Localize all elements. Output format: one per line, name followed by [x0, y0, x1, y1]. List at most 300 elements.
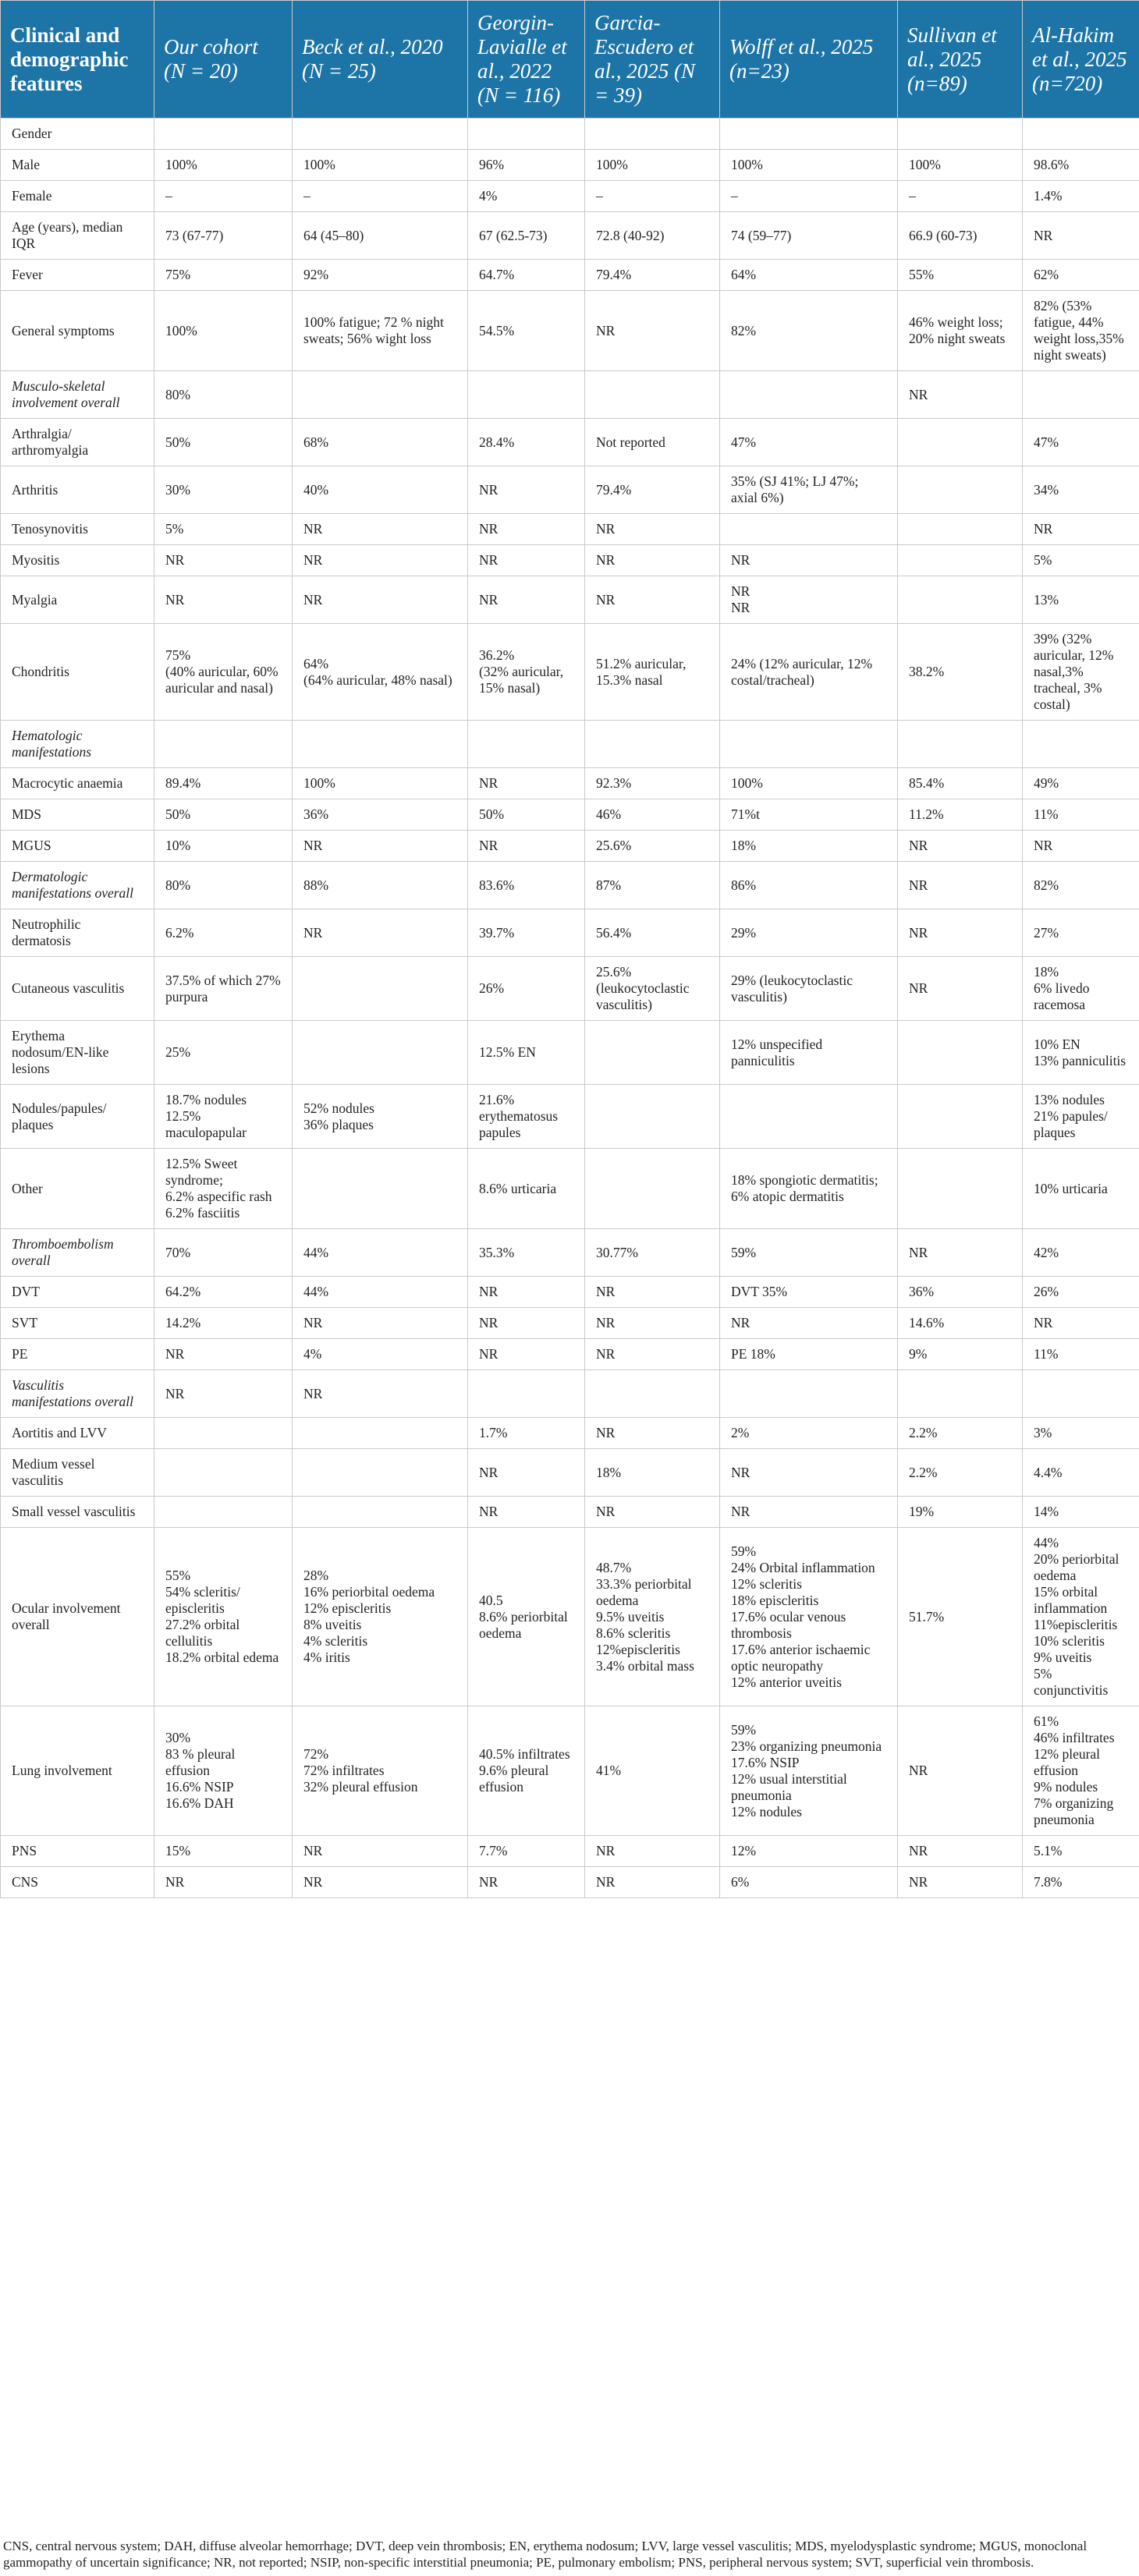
table-cell: NR — [898, 1229, 1023, 1277]
row-label: Vasculitis manifestations overall — [1, 1370, 154, 1418]
table-cell — [720, 1085, 898, 1149]
table-cell: – — [585, 181, 720, 212]
table-cell — [1023, 119, 1139, 150]
table-cell: NR — [720, 545, 898, 576]
row-label: PE — [1, 1339, 154, 1370]
table-cell — [585, 721, 720, 768]
table-row — [1, 1339, 1139, 1370]
table-cell: 59% 24% Orbital inflammation 12% scleritis 18% episcleritis 17.6% ocular venous thrombosis 17.6% anterior ischaemic optic neuropathy 12% anterior uveitis — [720, 1528, 898, 1706]
header-beck-2020: Beck et al., 2020 (N = 25) — [293, 1, 468, 119]
row-label: Dermatologic manifestations overall — [1, 862, 154, 909]
table-cell: 71%t — [720, 799, 898, 831]
table-cell: 25.6% — [585, 831, 720, 862]
table-cell: – — [154, 181, 293, 212]
table-row — [1, 1085, 1139, 1149]
table-cell: NR — [585, 1497, 720, 1528]
table-cell: 100% — [293, 768, 468, 799]
table-cell: NR — [293, 831, 468, 862]
header-al-hakim-2025: Al-Hakim et al., 2025 (n=720) — [1023, 1, 1139, 119]
table-cell: 40% — [293, 466, 468, 514]
table-cell: NR — [585, 291, 720, 371]
table-row — [1, 1418, 1139, 1449]
row-label: Gender — [1, 119, 154, 150]
row-label: Myositis — [1, 545, 154, 576]
table-cell: 49% — [1023, 768, 1139, 799]
table-cell: 9% — [898, 1339, 1023, 1370]
row-label: SVT — [1, 1308, 154, 1339]
table-cell: 4% — [293, 1339, 468, 1370]
table-cell: 82% — [1023, 862, 1139, 909]
table-cell: NR — [293, 1867, 468, 1898]
table-cell: 83.6% — [468, 862, 585, 909]
table-cell: NR — [720, 1308, 898, 1339]
table-cell: NR — [585, 1339, 720, 1370]
table-cell: 29% — [720, 909, 898, 957]
table-cell: NR — [468, 1277, 585, 1308]
table-cell: NR — [720, 1449, 898, 1497]
table-cell: 26% — [468, 957, 585, 1021]
table-row — [1, 371, 1139, 419]
table-cell: NR — [898, 371, 1023, 419]
row-label: MDS — [1, 799, 154, 831]
table-cell: 24% (12% auricular, 12% costal/tracheal) — [720, 624, 898, 721]
table-cell: 98.6% — [1023, 150, 1139, 181]
table-cell — [898, 1149, 1023, 1229]
table-header — [1, 1, 1139, 119]
table-row — [1, 466, 1139, 514]
table-cell: 44% 20% periorbital oedema 15% orbital inflammation 11%episcleritis 10% scleritis 9% uveitis 5% conjunctivitis — [1023, 1528, 1139, 1706]
table-cell: 10% — [154, 831, 293, 862]
table-cell: NR — [293, 1836, 468, 1867]
table-cell: – — [720, 181, 898, 212]
table-cell: 86% — [720, 862, 898, 909]
table-cell: 40.5% infiltrates 9.6% pleural effusion — [468, 1706, 585, 1836]
table-cell: 21.6% erythematosus papules — [468, 1085, 585, 1149]
table-cell: 40.5 8.6% periorbital oedema — [468, 1528, 585, 1706]
table-row — [1, 1497, 1139, 1528]
table-cell: 67 (62.5-73) — [468, 212, 585, 260]
table-row — [1, 862, 1139, 909]
table-cell — [293, 1497, 468, 1528]
row-label: Thromboembolism overall — [1, 1229, 154, 1277]
table-cell — [898, 1370, 1023, 1418]
table-cell: NR — [293, 576, 468, 624]
table-cell — [898, 419, 1023, 466]
table-row — [1, 576, 1139, 624]
table-cell: 85.4% — [898, 768, 1023, 799]
table-cell: NR — [585, 1867, 720, 1898]
table-cell: 51.2% auricular, 15.3% nasal — [585, 624, 720, 721]
table-cell: 30% — [154, 466, 293, 514]
table-row — [1, 831, 1139, 862]
table-cell — [720, 721, 898, 768]
table-row — [1, 119, 1139, 150]
table-cell: NR — [898, 831, 1023, 862]
table-row — [1, 1308, 1139, 1339]
table-row — [1, 721, 1139, 768]
table-cell: NR — [293, 1308, 468, 1339]
table-cell: 28% 16% periorbital oedema 12% episcleritis 8% uveitis 4% scleritis 4% iritis — [293, 1528, 468, 1706]
table-cell: 92% — [293, 260, 468, 291]
table-row — [1, 1370, 1139, 1418]
table-cell: 89.4% — [154, 768, 293, 799]
row-label: Female — [1, 181, 154, 212]
row-label: Neutrophilic dermatosis — [1, 909, 154, 957]
table-cell: 75% — [154, 260, 293, 291]
table-cell: 75% (40% auricular, 60% auricular and nasal) — [154, 624, 293, 721]
table-cell — [898, 514, 1023, 545]
table-cell: 64.2% — [154, 1277, 293, 1308]
table-row — [1, 150, 1139, 181]
table-cell: 18% 6% livedo racemosa — [1023, 957, 1139, 1021]
table-cell — [293, 957, 468, 1021]
table-cell — [293, 371, 468, 419]
table-cell: NR — [585, 545, 720, 576]
row-label: MGUS — [1, 831, 154, 862]
table-cell: 44% — [293, 1229, 468, 1277]
row-label: Macrocytic anaemia — [1, 768, 154, 799]
table-cell: 11.2% — [898, 799, 1023, 831]
row-label: CNS — [1, 1867, 154, 1898]
table-cell: 29% (leukocytoclastic vasculitis) — [720, 957, 898, 1021]
table-cell: NR — [585, 576, 720, 624]
table-cell — [720, 514, 898, 545]
table-cell: 82% (53% fatigue, 44% weight loss,35% night sweats) — [1023, 291, 1139, 371]
table-cell: 30% 83 % pleural effusion 16.6% NSIP 16.6% DAH — [154, 1706, 293, 1836]
row-label: Hematologic manifestations — [1, 721, 154, 768]
table-row — [1, 1836, 1139, 1867]
table-cell: 30.77% — [585, 1229, 720, 1277]
table-cell: NR — [468, 1867, 585, 1898]
table-cell: NR — [468, 576, 585, 624]
table-cell: 100% — [898, 150, 1023, 181]
table-cell: 100% — [585, 150, 720, 181]
header-our-cohort: Our cohort (N = 20) — [154, 1, 293, 119]
table-cell — [1023, 371, 1139, 419]
table-cell — [468, 1370, 585, 1418]
table-cell: 25.6% (leukocytoclastic vasculitis) — [585, 957, 720, 1021]
table-cell: 64% (64% auricular, 48% nasal) — [293, 624, 468, 721]
table-cell — [898, 545, 1023, 576]
table-cell: NR NR — [720, 576, 898, 624]
table-cell — [898, 576, 1023, 624]
table-row — [1, 909, 1139, 957]
table-cell: 3% — [1023, 1418, 1139, 1449]
table-cell — [293, 1449, 468, 1497]
table-cell: 19% — [898, 1497, 1023, 1528]
table-cell: NR — [293, 545, 468, 576]
table-cell: 36% — [898, 1277, 1023, 1308]
table-cell — [898, 721, 1023, 768]
table-cell: NR — [585, 1277, 720, 1308]
table-cell: 38.2% — [898, 624, 1023, 721]
table-row — [1, 212, 1139, 260]
table-row — [1, 1528, 1139, 1706]
table-cell: 14.6% — [898, 1308, 1023, 1339]
table-cell: NR — [1023, 514, 1139, 545]
table-cell: 13% — [1023, 576, 1139, 624]
table-cell: 12.5% Sweet syndrome; 6.2% aspecific rash 6.2% fasciitis — [154, 1149, 293, 1229]
table-cell: 5% — [154, 514, 293, 545]
table-cell: 50% — [154, 799, 293, 831]
table-cell: 18% — [720, 831, 898, 862]
table-cell: NR — [898, 957, 1023, 1021]
table-cell — [293, 721, 468, 768]
table-cell — [585, 119, 720, 150]
table-cell — [468, 721, 585, 768]
table-cell: 14.2% — [154, 1308, 293, 1339]
table-cell: 79.4% — [585, 260, 720, 291]
table-cell: 5.1% — [1023, 1836, 1139, 1867]
table-row — [1, 260, 1139, 291]
table-cell — [585, 1085, 720, 1149]
table-row — [1, 545, 1139, 576]
header-garcia-escudero-2025: Garcia-Escudero et al., 2025 (N = 39) — [585, 1, 720, 119]
table-row — [1, 419, 1139, 466]
table-cell: 13% nodules 21% papules/ plaques — [1023, 1085, 1139, 1149]
header-wolff-2025: Wolff et al., 2025 (n=23) — [720, 1, 898, 119]
table-cell: 41% — [585, 1706, 720, 1836]
table-cell: 2% — [720, 1418, 898, 1449]
table-cell: NR — [293, 514, 468, 545]
row-label: General symptoms — [1, 291, 154, 371]
header-sullivan-2025: Sullivan et al., 2025 (n=89) — [898, 1, 1023, 119]
table-cell: 42% — [1023, 1229, 1139, 1277]
table-cell: 39% (32% auricular, 12% nasal,3% tracheal, 3% costal) — [1023, 624, 1139, 721]
table-cell: 34% — [1023, 466, 1139, 514]
table-cell — [1023, 1370, 1139, 1418]
table-cell — [898, 1021, 1023, 1085]
table-row — [1, 1449, 1139, 1497]
table-row — [1, 1149, 1139, 1229]
table-cell: NR — [154, 576, 293, 624]
table-cell: 80% — [154, 862, 293, 909]
table-cell: 64 (45–80) — [293, 212, 468, 260]
table-cell: NR — [468, 1497, 585, 1528]
table-cell: 50% — [468, 799, 585, 831]
table-row — [1, 1867, 1139, 1898]
table-cell: 100% — [293, 150, 468, 181]
table-cell: 1.4% — [1023, 181, 1139, 212]
table-row — [1, 1706, 1139, 1836]
table-cell: 10% urticaria — [1023, 1149, 1139, 1229]
table-cell: 7.7% — [468, 1836, 585, 1867]
row-label: Nodules/papules/ plaques — [1, 1085, 154, 1149]
row-label: Small vessel vasculitis — [1, 1497, 154, 1528]
table-cell: 68% — [293, 419, 468, 466]
table-cell: NR — [468, 1308, 585, 1339]
table-cell: 2.2% — [898, 1449, 1023, 1497]
table-cell: 55% — [898, 260, 1023, 291]
table-cell: NR — [154, 1370, 293, 1418]
table-cell: NR — [468, 1449, 585, 1497]
table-cell: 66.9 (60-73) — [898, 212, 1023, 260]
table-cell: NR — [898, 1867, 1023, 1898]
table-cell: 6% — [720, 1867, 898, 1898]
table-cell — [154, 1497, 293, 1528]
table-cell: 46% weight loss; 20% night sweats — [898, 291, 1023, 371]
table-cell: 7.8% — [1023, 1867, 1139, 1898]
table-cell: NR — [154, 1339, 293, 1370]
table-cell: NR — [585, 1836, 720, 1867]
table-cell: NR — [585, 1418, 720, 1449]
table-cell — [720, 371, 898, 419]
table-cell: 55% 54% scleritis/ episcleritis 27.2% orbital cellulitis 18.2% orbital edema — [154, 1528, 293, 1706]
table-cell: NR — [154, 545, 293, 576]
table-cell: – — [293, 181, 468, 212]
row-label: Male — [1, 150, 154, 181]
table-cell — [585, 371, 720, 419]
table-row — [1, 291, 1139, 371]
table-cell: 79.4% — [585, 466, 720, 514]
table-cell: DVT 35% — [720, 1277, 898, 1308]
table-cell: 100% fatigue; 72 % night sweats; 56% wight loss — [293, 291, 468, 371]
table-cell: 18.7% nodules 12.5% maculopapular — [154, 1085, 293, 1149]
table-cell — [898, 466, 1023, 514]
row-label: Lung involvement — [1, 1706, 154, 1836]
table-cell: 2.2% — [898, 1418, 1023, 1449]
table-cell: 54.5% — [468, 291, 585, 371]
table-cell — [154, 1418, 293, 1449]
table-cell: NR — [720, 1497, 898, 1528]
table-cell: PE 18% — [720, 1339, 898, 1370]
table-cell: NR — [1023, 212, 1139, 260]
table-cell — [154, 721, 293, 768]
table-cell: 18% spongiotic dermatitis; 6% atopic dermatitis — [720, 1149, 898, 1229]
table-footnote: CNS, central nervous system; DAH, diffuse alveolar hemorrhage; DVT, deep vein thrombosis; EN, erythema nodosum; LVV, large vessel vasculitis; MDS, myelodysplastic syndrome; MGUS, monoclonal gammopathy of uncertain significance; NR, not reported; NSIP, non-specific interstitial pneumonia; PE, pulmonary embolism; PNS, peripheral nervous system; SVT, superficial vein thrombosis. — [3, 2539, 1088, 2570]
table-cell: 72% 72% infiltrates 32% pleural effusion — [293, 1706, 468, 1836]
table-cell — [154, 1449, 293, 1497]
table-row — [1, 514, 1139, 545]
table-cell: 59% 23% organizing pneumonia 17.6% NSIP 12% usual interstitial pneumonia 12% nodules — [720, 1706, 898, 1836]
row-label: Tenosynovitis — [1, 514, 154, 545]
row-label: Cutaneous vasculitis — [1, 957, 154, 1021]
table-cell: NR — [154, 1867, 293, 1898]
table-cell: – — [898, 181, 1023, 212]
table-cell: 70% — [154, 1229, 293, 1277]
table-cell: NR — [293, 1370, 468, 1418]
table-cell: 51.7% — [898, 1528, 1023, 1706]
table-cell: NR — [585, 514, 720, 545]
table-cell: NR — [468, 514, 585, 545]
row-label: Age (years), median IQR — [1, 212, 154, 260]
row-label: Musculo-skeletal involvement overall — [1, 371, 154, 419]
table-cell: NR — [293, 909, 468, 957]
table-cell: 4.4% — [1023, 1449, 1139, 1497]
table-cell: 72.8 (40-92) — [585, 212, 720, 260]
table-body — [1, 119, 1139, 1898]
table-cell: 12.5% EN — [468, 1021, 585, 1085]
table-cell: 50% — [154, 419, 293, 466]
row-label: Myalgia — [1, 576, 154, 624]
table-cell: 4% — [468, 181, 585, 212]
table-cell: 12% — [720, 1836, 898, 1867]
table-cell: 28.4% — [468, 419, 585, 466]
table-cell: NR — [898, 1836, 1023, 1867]
table-cell: 15% — [154, 1836, 293, 1867]
table-cell: 46% — [585, 799, 720, 831]
table-cell — [468, 371, 585, 419]
table-cell — [293, 1021, 468, 1085]
table-cell: 35% (SJ 41%; LJ 47%; axial 6%) — [720, 466, 898, 514]
table-cell — [293, 1418, 468, 1449]
row-label: Ocular involvement overall — [1, 1528, 154, 1706]
row-label: Erythema nodosum/EN-like lesions — [1, 1021, 154, 1085]
header-features: Clinical and demographic features — [1, 1, 154, 119]
table-cell: 10% EN 13% panniculitis — [1023, 1021, 1139, 1085]
table-cell: 39.7% — [468, 909, 585, 957]
header-row — [1, 1, 1139, 119]
table-cell: 64.7% — [468, 260, 585, 291]
table-cell: 80% — [154, 371, 293, 419]
table-cell — [898, 1085, 1023, 1149]
table-cell — [720, 1370, 898, 1418]
header-georgin-lavialle-2022: Georgin-Lavialle et al., 2022 (N = 116) — [468, 1, 585, 119]
table-cell: NR — [468, 466, 585, 514]
table-cell: 36.2% (32% auricular, 15% nasal) — [468, 624, 585, 721]
table-cell: 11% — [1023, 799, 1139, 831]
table-cell: NR — [898, 1706, 1023, 1836]
table-cell: 87% — [585, 862, 720, 909]
table-cell — [585, 1149, 720, 1229]
table-cell: NR — [898, 909, 1023, 957]
table-cell: NR — [1023, 1308, 1139, 1339]
row-label: Other — [1, 1149, 154, 1229]
table-cell: NR — [468, 831, 585, 862]
table-cell: 62% — [1023, 260, 1139, 291]
table-row — [1, 181, 1139, 212]
table-cell: NR — [468, 545, 585, 576]
table-cell: 1.7% — [468, 1418, 585, 1449]
table-cell: 52% nodules 36% plaques — [293, 1085, 468, 1149]
table-cell: 47% — [720, 419, 898, 466]
table-cell: 36% — [293, 799, 468, 831]
table-cell — [585, 1370, 720, 1418]
row-label: Arthritis — [1, 466, 154, 514]
table-cell: 18% — [585, 1449, 720, 1497]
table-cell: 100% — [154, 291, 293, 371]
table-cell: 37.5% of which 27% purpura — [154, 957, 293, 1021]
row-label: Arthralgia/ arthromyalgia — [1, 419, 154, 466]
table-cell: 6.2% — [154, 909, 293, 957]
table-cell: 88% — [293, 862, 468, 909]
table-cell — [898, 119, 1023, 150]
table-cell: NR — [585, 1308, 720, 1339]
table-cell: 96% — [468, 150, 585, 181]
row-label: PNS — [1, 1836, 154, 1867]
table-cell: 12% unspecified panniculitis — [720, 1021, 898, 1085]
table-cell — [585, 1021, 720, 1085]
table-cell: 100% — [720, 150, 898, 181]
row-label: Aortitis and LVV — [1, 1418, 154, 1449]
table-cell: NR — [1023, 831, 1139, 862]
table-cell: 82% — [720, 291, 898, 371]
row-label: Chondritis — [1, 624, 154, 721]
table-cell — [293, 119, 468, 150]
table-cell — [468, 119, 585, 150]
table-cell — [1023, 721, 1139, 768]
table-cell: NR — [468, 768, 585, 799]
table-cell: 47% — [1023, 419, 1139, 466]
table-cell — [720, 119, 898, 150]
table-cell: 35.3% — [468, 1229, 585, 1277]
table-cell: Not reported — [585, 419, 720, 466]
table-row — [1, 1021, 1139, 1085]
table-row — [1, 768, 1139, 799]
table-cell: 14% — [1023, 1497, 1139, 1528]
table-cell: 8.6% urticaria — [468, 1149, 585, 1229]
table-cell: 73 (67-77) — [154, 212, 293, 260]
